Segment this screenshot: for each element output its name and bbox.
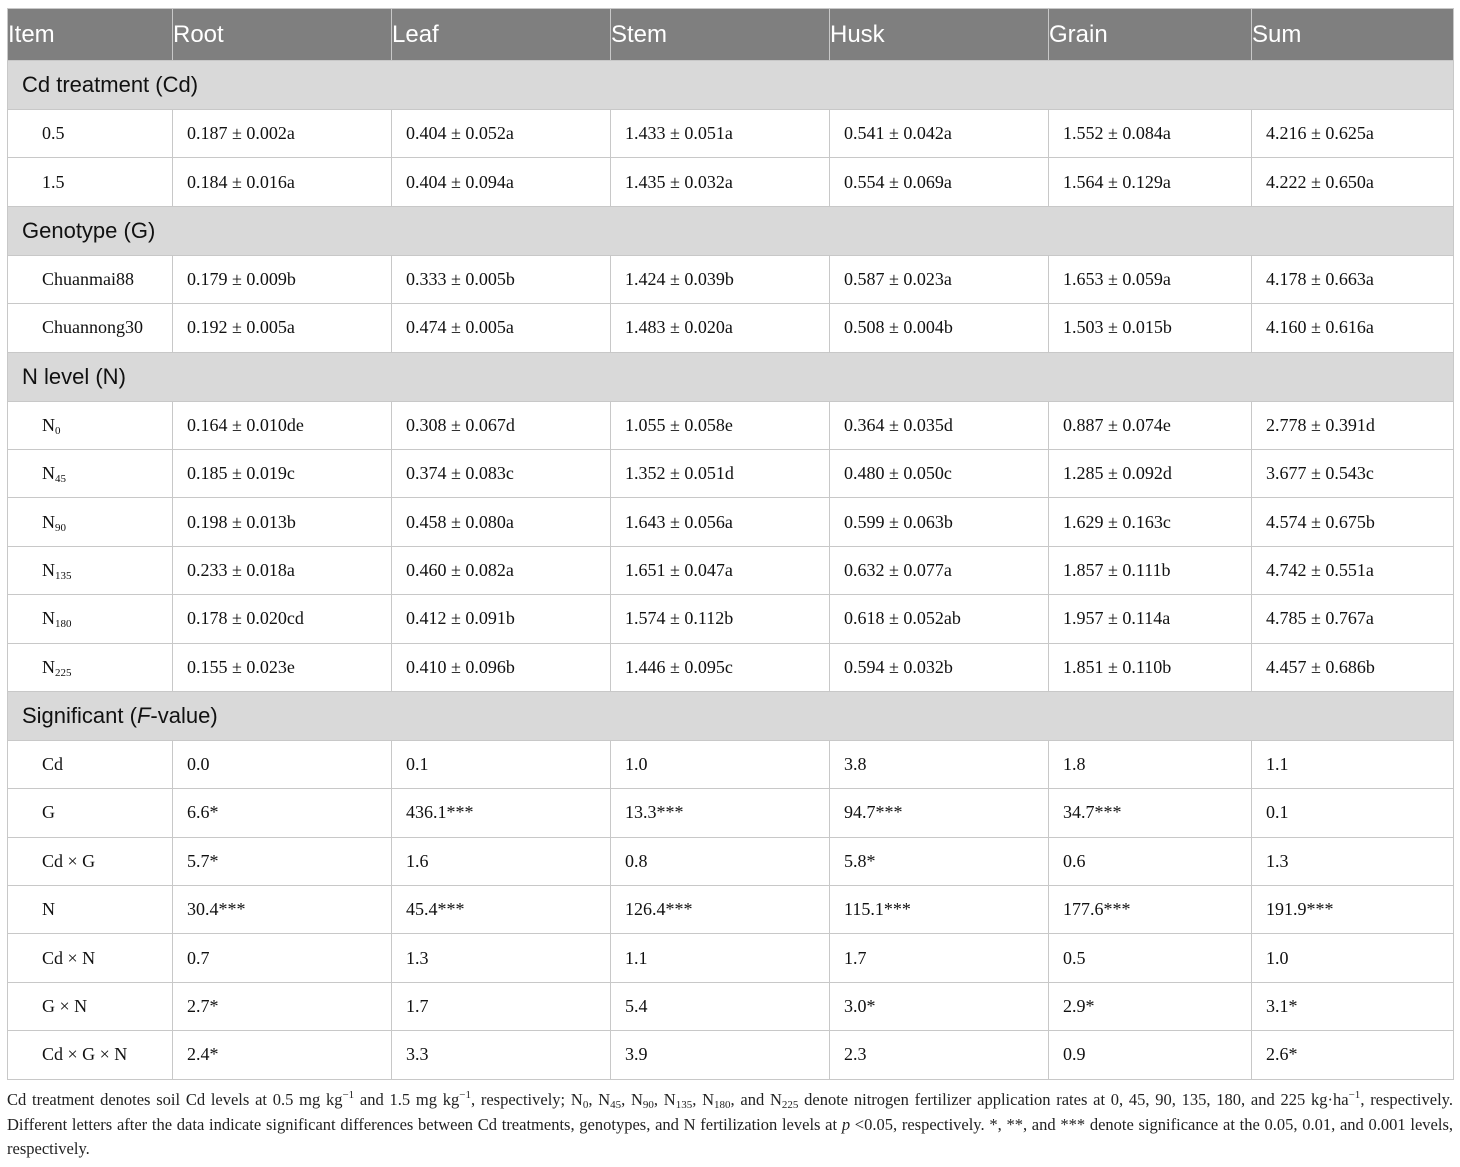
row-item-text: Chuanmai88 <box>42 268 134 289</box>
footnote-sup: −1 <box>459 1089 471 1101</box>
table-cell: 2.3 <box>830 1031 1049 1079</box>
table-cell: 1.446 ± 0.095c <box>611 643 830 691</box>
footnote-sup: −1 <box>342 1089 355 1101</box>
table-cell: 1.503 ± 0.015b <box>1049 304 1252 352</box>
table-cell: 0.632 ± 0.077a <box>830 546 1049 594</box>
table-row <box>8 449 1454 497</box>
table-cell: 2.9* <box>1049 982 1252 1030</box>
table-cell: 1.285 ± 0.092d <box>1049 449 1252 497</box>
table-cell: 3.0* <box>830 982 1049 1030</box>
row-item <box>8 789 173 837</box>
table-cell: 0.164 ± 0.010de <box>173 401 392 449</box>
header-root: Root <box>173 9 392 61</box>
table-cell: 1.552 ± 0.084a <box>1049 110 1252 158</box>
table-cell: 0.474 ± 0.005a <box>392 304 611 352</box>
table-cell: 4.574 ± 0.675b <box>1252 498 1454 546</box>
footnote-sub: 0 <box>582 1099 589 1111</box>
table-cell: 0.404 ± 0.052a <box>392 110 611 158</box>
section-row <box>8 61 1454 110</box>
table-row <box>8 1031 1454 1079</box>
row-item <box>8 401 173 449</box>
table-cell: 3.3 <box>392 1031 611 1079</box>
footnote-text: , respectively; N <box>470 1090 583 1109</box>
header-grain: Grain <box>1049 9 1252 61</box>
table-row <box>8 789 1454 837</box>
table-cell: 1.6 <box>392 837 611 885</box>
table-cell: 3.677 ± 0.543c <box>1252 449 1454 497</box>
table-cell: 1.0 <box>1252 934 1454 982</box>
table-cell: 1.857 ± 0.111b <box>1049 546 1252 594</box>
table-cell: 0.333 ± 0.005b <box>392 255 611 303</box>
section-title <box>8 206 1454 255</box>
footnote-sub: 90 <box>642 1099 654 1111</box>
row-item-text: Cd <box>42 754 64 775</box>
table-cell: 0.184 ± 0.016a <box>173 158 392 206</box>
table-body <box>8 61 1454 1080</box>
row-item-text: N <box>42 511 55 532</box>
table-cell: 0.1 <box>1252 789 1454 837</box>
table-cell: 0.0 <box>173 740 392 788</box>
table-cell: 0.187 ± 0.002a <box>173 110 392 158</box>
table-cell: 126.4*** <box>611 886 830 934</box>
header-sum: Sum <box>1252 9 1454 61</box>
row-item <box>8 304 173 352</box>
table-cell: 1.433 ± 0.051a <box>611 110 830 158</box>
row-item-text: N <box>42 899 55 920</box>
table-row <box>8 740 1454 788</box>
footnote-text: , and N <box>730 1090 782 1109</box>
row-item-subscript: 135 <box>55 569 72 582</box>
row-item <box>8 498 173 546</box>
header-leaf: Leaf <box>392 9 611 61</box>
footnote-text: <0.05, respectively. *, **, and *** denote significance at the 0.05, 0.01, and 0.001 levels, respectively. <box>7 1114 1453 1158</box>
table-cell: 1.1 <box>1252 740 1454 788</box>
table-cell: 4.785 ± 0.767a <box>1252 595 1454 643</box>
table-cell: 0.6 <box>1049 837 1252 885</box>
table-cell: 2.6* <box>1252 1031 1454 1079</box>
header-husk: Husk <box>830 9 1049 61</box>
table-cell: 1.629 ± 0.163c <box>1049 498 1252 546</box>
table-cell: 0.1 <box>392 740 611 788</box>
table-cell: 1.957 ± 0.114a <box>1049 595 1252 643</box>
footnote-text: denote nitrogen fertilizer application rates at 0, 45, 90, 135, 180, and 225 kg·ha <box>798 1090 1349 1109</box>
row-item <box>8 110 173 158</box>
table-cell: 0.7 <box>173 934 392 982</box>
footnote-sub: 180 <box>714 1099 731 1111</box>
section-title-italic: F <box>136 702 151 728</box>
table-cell: 1.055 ± 0.058e <box>611 401 830 449</box>
table-row <box>8 255 1454 303</box>
row-item <box>8 934 173 982</box>
table-cell: 1.352 ± 0.051d <box>611 449 830 497</box>
table-cell: 1.574 ± 0.112b <box>611 595 830 643</box>
section-title-text: Significant ( <box>22 702 137 728</box>
table-cell: 0.178 ± 0.020cd <box>173 595 392 643</box>
table-cell: 2.7* <box>173 982 392 1030</box>
table-cell: 5.7* <box>173 837 392 885</box>
table-cell: 1.435 ± 0.032a <box>611 158 830 206</box>
footnote-sup: −1 <box>1348 1089 1361 1101</box>
table-cell: 0.192 ± 0.005a <box>173 304 392 352</box>
table-cell: 1.653 ± 0.059a <box>1049 255 1252 303</box>
table-cell: 1.564 ± 0.129a <box>1049 158 1252 206</box>
table-cell: 4.216 ± 0.625a <box>1252 110 1454 158</box>
table-cell: 0.458 ± 0.080a <box>392 498 611 546</box>
table-cell: 0.179 ± 0.009b <box>173 255 392 303</box>
row-item-text: 0.5 <box>42 123 65 144</box>
table-row <box>8 158 1454 206</box>
table-cell: 0.155 ± 0.023e <box>173 643 392 691</box>
row-item <box>8 595 173 643</box>
table-row <box>8 110 1454 158</box>
table-footnote <box>7 1088 1453 1162</box>
header-stem: Stem <box>611 9 830 61</box>
row-item <box>8 1031 173 1079</box>
row-item-subscript: 180 <box>55 618 72 631</box>
row-item-text: Chuannong30 <box>42 317 143 338</box>
table-cell: 0.554 ± 0.069a <box>830 158 1049 206</box>
row-item-text: N <box>42 414 55 435</box>
table-row <box>8 401 1454 449</box>
footnote-text: , N <box>692 1090 714 1109</box>
table-cell: 115.1*** <box>830 886 1049 934</box>
data-table <box>7 8 1454 1080</box>
table-cell: 0.9 <box>1049 1031 1252 1079</box>
table-cell: 0.8 <box>611 837 830 885</box>
table-cell: 1.643 ± 0.056a <box>611 498 830 546</box>
footnote-italic: p <box>841 1114 851 1134</box>
table-cell: 4.457 ± 0.686b <box>1252 643 1454 691</box>
table-cell: 0.374 ± 0.083c <box>392 449 611 497</box>
table-cell: 1.851 ± 0.110b <box>1049 643 1252 691</box>
table-cell: 0.410 ± 0.096b <box>392 643 611 691</box>
row-item-text: 1.5 <box>42 171 65 192</box>
table-cell: 0.5 <box>1049 934 1252 982</box>
section-title <box>8 352 1454 401</box>
section-title-text: -value) <box>150 702 218 728</box>
table-cell: 191.9*** <box>1252 886 1454 934</box>
table-cell: 1.8 <box>1049 740 1252 788</box>
table-cell: 4.222 ± 0.650a <box>1252 158 1454 206</box>
table-cell: 1.3 <box>392 934 611 982</box>
table-cell: 0.599 ± 0.063b <box>830 498 1049 546</box>
table-cell: 5.4 <box>611 982 830 1030</box>
row-item-subscript: 90 <box>55 521 66 534</box>
row-item <box>8 837 173 885</box>
section-row <box>8 691 1454 740</box>
row-item-text: G <box>42 802 55 823</box>
table-cell: 1.7 <box>392 982 611 1030</box>
row-item <box>8 740 173 788</box>
table-cell: 0.412 ± 0.091b <box>392 595 611 643</box>
footnote-text: and 1.5 mg kg <box>354 1090 460 1109</box>
table-cell: 6.6* <box>173 789 392 837</box>
table-cell: 1.7 <box>830 934 1049 982</box>
footnote-sub: 225 <box>781 1099 799 1111</box>
table-cell: 4.160 ± 0.616a <box>1252 304 1454 352</box>
table-cell: 0.480 ± 0.050c <box>830 449 1049 497</box>
section-title <box>8 61 1454 110</box>
table-cell: 436.1*** <box>392 789 611 837</box>
row-item <box>8 886 173 934</box>
table-row <box>8 546 1454 594</box>
footnote-text: , N <box>653 1090 676 1109</box>
row-item-text: G × N <box>42 996 88 1017</box>
table-cell: 0.508 ± 0.004b <box>830 304 1049 352</box>
row-item <box>8 643 173 691</box>
table-cell: 0.460 ± 0.082a <box>392 546 611 594</box>
table-cell: 0.887 ± 0.074e <box>1049 401 1252 449</box>
row-item <box>8 982 173 1030</box>
table-row <box>8 934 1454 982</box>
row-item-text: N <box>42 463 55 484</box>
table-cell: 0.404 ± 0.094a <box>392 158 611 206</box>
row-item-text: N <box>42 656 55 677</box>
row-item-subscript: 45 <box>55 473 66 486</box>
table-row <box>8 886 1454 934</box>
table-cell: 0.185 ± 0.019c <box>173 449 392 497</box>
table-cell: 45.4*** <box>392 886 611 934</box>
table-cell: 3.1* <box>1252 982 1454 1030</box>
row-item <box>8 158 173 206</box>
row-item-text: Cd × G <box>42 850 96 871</box>
table-row <box>8 837 1454 885</box>
table-cell: 13.3*** <box>611 789 830 837</box>
table-cell: 0.541 ± 0.042a <box>830 110 1049 158</box>
header-row <box>8 9 1454 61</box>
table-cell: 0.364 ± 0.035d <box>830 401 1049 449</box>
table-cell: 0.594 ± 0.032b <box>830 643 1049 691</box>
row-item <box>8 255 173 303</box>
table-container <box>7 8 1453 1080</box>
row-item-subscript: 0 <box>55 424 61 437</box>
footnote-sub: 135 <box>675 1099 693 1111</box>
footnote-text: , respectively. Different letters after the data indicate significant differences between Cd treatments, genotypes, and N fertilization levels at <box>7 1090 1453 1134</box>
table-cell: 1.0 <box>611 740 830 788</box>
table-row <box>8 595 1454 643</box>
footnote-text: , N <box>588 1090 611 1109</box>
row-item <box>8 449 173 497</box>
section-title-text: Genotype (G) <box>22 217 156 243</box>
table-cell: 1.424 ± 0.039b <box>611 255 830 303</box>
table-cell: 1.651 ± 0.047a <box>611 546 830 594</box>
row-item-text: Cd × G × N <box>42 1044 128 1065</box>
section-row <box>8 206 1454 255</box>
table-cell: 4.742 ± 0.551a <box>1252 546 1454 594</box>
table-row <box>8 643 1454 691</box>
table-cell: 2.778 ± 0.391d <box>1252 401 1454 449</box>
table-row <box>8 498 1454 546</box>
table-cell: 1.483 ± 0.020a <box>611 304 830 352</box>
table-cell: 1.3 <box>1252 837 1454 885</box>
row-item-text: N <box>42 608 55 629</box>
row-item-text: N <box>42 559 55 580</box>
table-cell: 4.178 ± 0.663a <box>1252 255 1454 303</box>
row-item-text: Cd × N <box>42 947 96 968</box>
table-cell: 1.1 <box>611 934 830 982</box>
table-row <box>8 982 1454 1030</box>
table-row <box>8 304 1454 352</box>
section-title <box>8 691 1454 740</box>
header-item: Item <box>8 9 173 61</box>
footnote-sub: 45 <box>610 1099 622 1111</box>
table-cell: 0.233 ± 0.018a <box>173 546 392 594</box>
table-cell: 0.198 ± 0.013b <box>173 498 392 546</box>
table-cell: 30.4*** <box>173 886 392 934</box>
section-row <box>8 352 1454 401</box>
table-cell: 34.7*** <box>1049 789 1252 837</box>
table-cell: 94.7*** <box>830 789 1049 837</box>
table-cell: 3.9 <box>611 1031 830 1079</box>
table-cell: 5.8* <box>830 837 1049 885</box>
table-cell: 2.4* <box>173 1031 392 1079</box>
table-cell: 3.8 <box>830 740 1049 788</box>
table-cell: 177.6*** <box>1049 886 1252 934</box>
table-cell: 0.587 ± 0.023a <box>830 255 1049 303</box>
row-item-subscript: 225 <box>55 666 72 679</box>
section-title-text: N level (N) <box>22 363 126 389</box>
footnote-text: , N <box>621 1090 643 1109</box>
row-item <box>8 546 173 594</box>
section-title-text: Cd treatment (Cd) <box>22 72 199 97</box>
table-cell: 0.618 ± 0.052ab <box>830 595 1049 643</box>
footnote-text: Cd treatment denotes soil Cd levels at 0.5 mg kg <box>7 1090 343 1109</box>
table-cell: 0.308 ± 0.067d <box>392 401 611 449</box>
